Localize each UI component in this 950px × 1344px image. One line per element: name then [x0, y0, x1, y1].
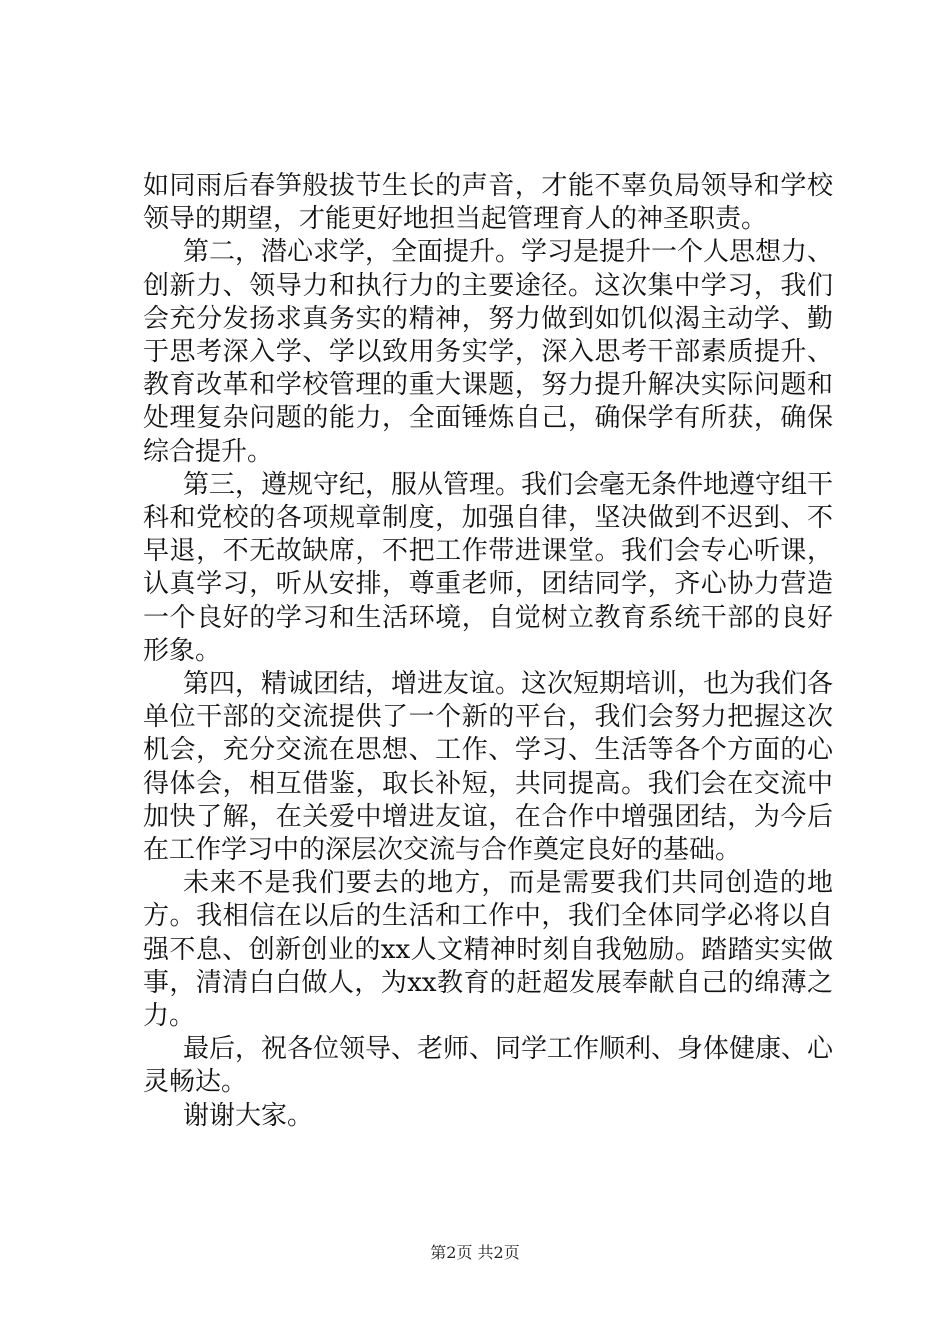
paragraph-continued: 如同雨后春笋般拔节生长的声音，才能不辜负局领导和学校领导的期望，才能更好地担当起管理育人的神圣职责。 — [143, 171, 833, 235]
document-body — [143, 170, 833, 1133]
paragraph-thanks: 谢谢大家。 — [183, 1100, 314, 1131]
paragraph-second-point: 第二，潜心求学，全面提升。学习是提升一个人思想力、创新力、领导力和执行力的主要途径。这次集中学习，我们会充分发扬求真务实的精神，努力做到如饥似渴主动学、勤于思考深入学、学以致用务实学，深入思考干部素质提升、教育改革和学校管理的重大课题，努力提升解决实际问题和处理复杂问题的能力，全面锤炼自己，确保学有所获，确保综合提升。 — [143, 237, 834, 467]
page-number: 第2页 共2页 — [430, 1243, 520, 1262]
paragraph-closing-wishes: 最后，祝各位领导、老师、同学工作顺利、身体健康、心灵畅达。 — [143, 1034, 834, 1098]
paragraph-future: 未来不是我们要去的地方，而是需要我们共同创造的地方。我相信在以后的生活和工作中，我们全体同学必将以自强不息、创新创业的xx人文精神时刻自我勉励。踏踏实实做事，清清白白做人，为xx教育的赶超发展奉献自己的绵薄之力。 — [143, 868, 833, 1032]
paragraph-fourth-point: 第四，精诚团结，增进友谊。这次短期培训，也为我们各单位干部的交流提供了一个新的平台，我们会努力把握这次机会，充分交流在思想、工作、学习、生活等各个方面的心得体会，相互借鉴，取长补短，共同提高。我们会在交流中加快了解，在关爱中增进友谊，在合作中增强团结，为今后在工作学习中的深层次交流与合作奠定良好的基础。 — [143, 669, 834, 866]
paragraph-third-point: 第三，遵规守纪，服从管理。我们会毫无条件地遵守组干科和党校的各项规章制度，加强自律，坚决做到不迟到、不早退，不无故缺席，不把工作带进课堂。我们会专心听课，认真学习，听从安排，尊重老师，团结同学，齐心协力营造一个良好的学习和生活环境，自觉树立教育系统干部的良好形象。 — [143, 469, 834, 666]
